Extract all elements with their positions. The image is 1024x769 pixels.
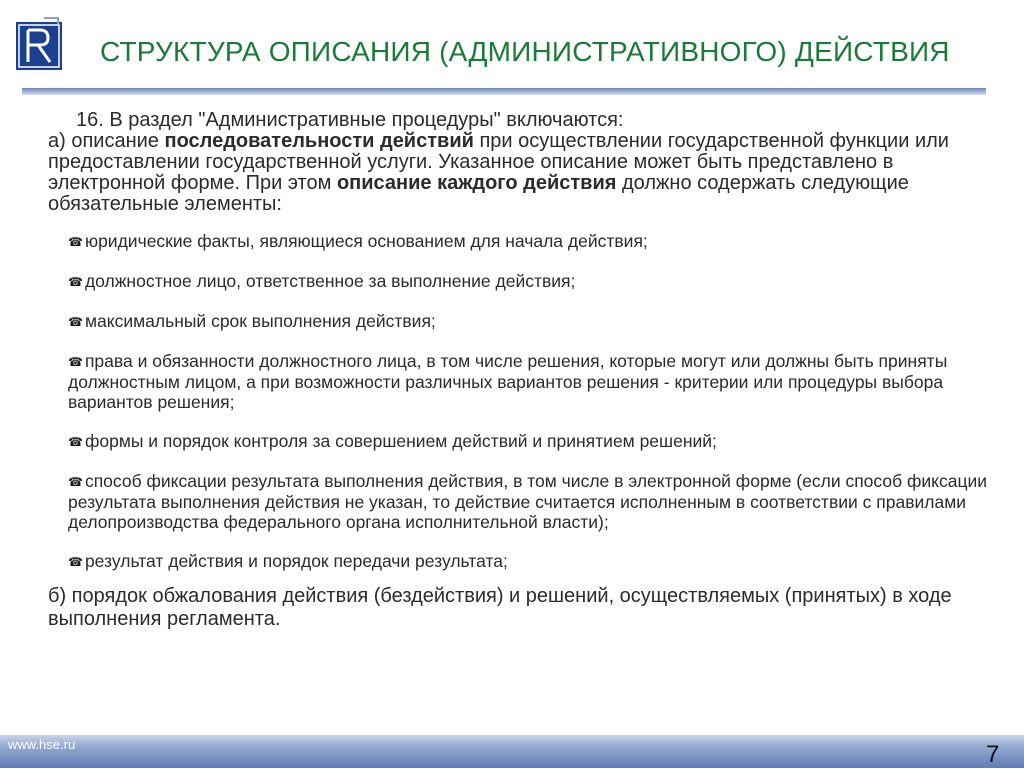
phone-bullet-icon: ☎ [68, 315, 83, 329]
list-item-text: результат действия и порядок передачи результата; [84, 551, 508, 571]
list-item [68, 311, 1013, 332]
footer-url-link[interactable]: www.hse.ru [8, 737, 76, 752]
intro-bold-each-action: описание каждого действия [336, 172, 617, 194]
phone-bullet-icon: ☎ [68, 235, 83, 249]
elements-list [48, 231, 1013, 572]
list-item [68, 471, 1013, 532]
list-item [68, 351, 1013, 412]
footer-bar [0, 735, 1024, 768]
intro-heading: 16. В раздел "Административные процедуры" включаются: [76, 109, 624, 131]
phone-bullet-icon: ☎ [68, 355, 83, 369]
list-item [68, 431, 1013, 452]
list-item [68, 271, 1013, 292]
intro-text [48, 131, 1013, 215]
hse-logo-icon [14, 14, 66, 74]
title-divider [22, 88, 986, 95]
list-item-text: способ фиксации результата выполнения действия, в том числе в электронной форме (если способ фиксации результата выполнения действия не указан, то действие считается исполненным в соответствии с правилами делопроизводства федерального органа исполнительной власти); [68, 471, 988, 532]
list-item-text: права и обязанности должностного лица, в том числе решения, которые могут или должны быть приняты должностным лицом, а при возможности различных вариантов решения - критерии или процедуры выбора вариантов решения; [68, 351, 948, 412]
list-item-text: юридические факты, являющиеся основанием для начала действия; [84, 231, 648, 251]
intro-a-suffix: должно содержать следующие обязательные элементы: [48, 172, 909, 215]
phone-bullet-icon: ☎ [68, 475, 83, 489]
intro-bold-sequence: последовательности действий [164, 130, 474, 152]
phone-bullet-icon: ☎ [68, 435, 83, 449]
page-number: 7 [986, 741, 1000, 768]
list-item [68, 231, 1013, 252]
intro-a-middle: при осуществлении государственной функции или предоставлении государственной услуги. Указанное описание может быть представлено в электронной форме. При этом [48, 130, 949, 194]
closing-paragraph: б) порядок обжалования действия (бездействия) и решений, осуществляемых (принятых) в ходе выполнения регламента. [48, 585, 952, 630]
list-item-text: формы и порядок контроля за совершением действий и принятием решений; [84, 431, 717, 451]
intro-a-prefix: а) описание [48, 130, 165, 152]
page-title: СТРУКТУРА ОПИСАНИЯ (АДМИНИСТРАТИВНОГО) ДЕЙСТВИЯ [100, 36, 950, 67]
list-item-text: максимальный срок выполнения действия; [84, 311, 436, 331]
list-item [68, 551, 1013, 572]
intro-paragraph [48, 110, 1013, 215]
list-item-text: должностное лицо, ответственное за выполнение действия; [84, 271, 576, 291]
phone-bullet-icon: ☎ [68, 555, 83, 569]
slide-body [48, 110, 1013, 631]
phone-bullet-icon: ☎ [68, 275, 83, 289]
